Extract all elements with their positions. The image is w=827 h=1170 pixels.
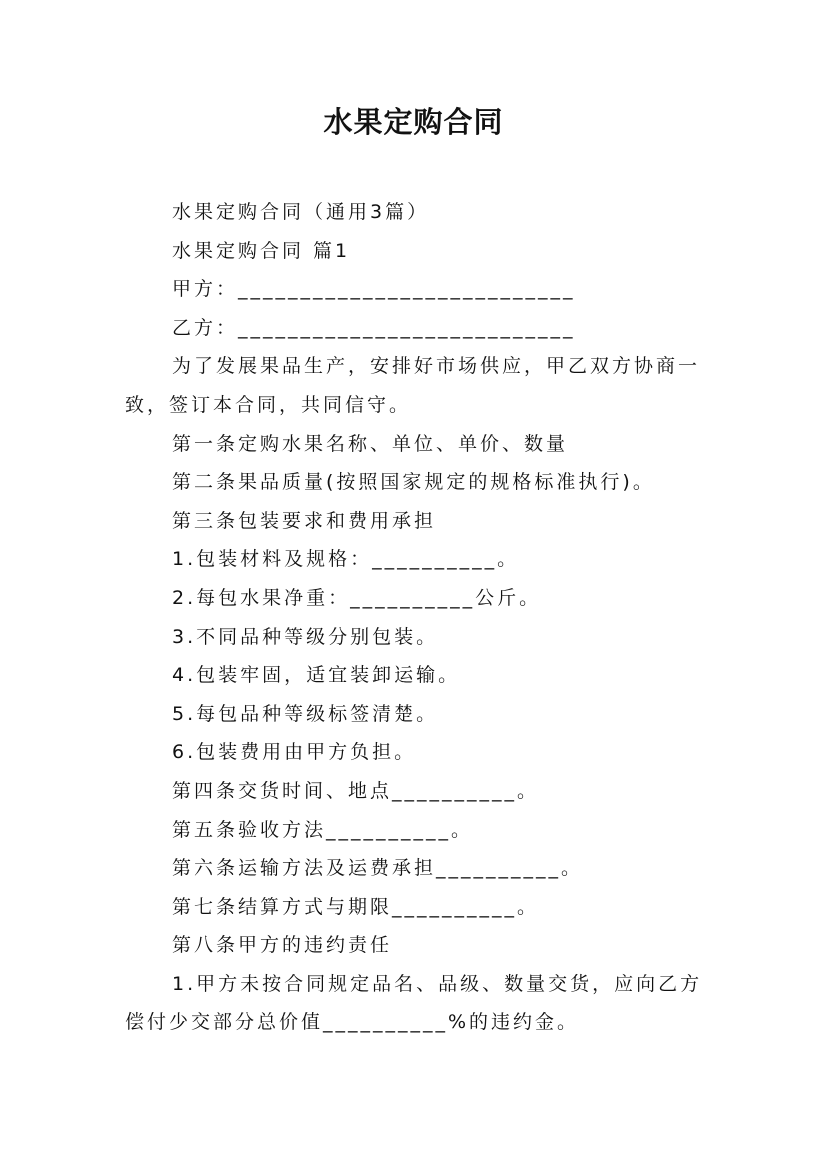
article-1: 第一条定购水果名称、单位、单价、数量 [172, 432, 569, 455]
article-7: 第七条结算方式与期限__________。 [172, 895, 540, 918]
article-4: 第四条交货时间、地点__________。 [172, 779, 540, 802]
party-b-line: 乙方：___________________________ [172, 316, 576, 339]
article-3-item-2: 2.每包水果净重：__________公斤。 [172, 586, 542, 609]
preamble-paragraph: 为了发展果品生产，安排好市场供应，甲乙双方协商一致，签订本合同，共同信守。 [125, 355, 701, 416]
article-3-item-1: 1.包装材料及规格：__________。 [172, 548, 520, 571]
article-3-item-3: 3.不同品种等级分别包装。 [172, 625, 439, 648]
subtitle-paragraph: 水果定购合同（通用3篇） [172, 201, 430, 223]
article-3-item-5: 5.每包品种等级标签清楚。 [172, 702, 439, 725]
party-a-line: 甲方：___________________________ [172, 278, 576, 301]
article-3-item-4: 4.包装牢固，适宜装卸运输。 [172, 664, 461, 687]
document-title: 水果定购合同 [323, 105, 504, 139]
article-3: 第三条包装要求和费用承担 [172, 509, 437, 532]
document-body [125, 193, 705, 1042]
article-5: 第五条验收方法__________。 [172, 818, 474, 841]
article-6: 第六条运输方法及运费承担__________。 [172, 857, 584, 880]
article-8: 第八条甲方的违约责任 [172, 934, 393, 957]
article-2: 第二条果品质量(按照国家规定的规格标准执行)。 [172, 471, 655, 494]
article-3-item-6: 6.包装费用由甲方负担。 [172, 741, 417, 764]
article-8-item-1: 1.甲方未按合同规定品名、品级、数量交货，应向乙方偿付少交部分总价值__________%的违约金。 [125, 972, 703, 1034]
section-heading: 水果定购合同 篇1 [172, 239, 351, 262]
